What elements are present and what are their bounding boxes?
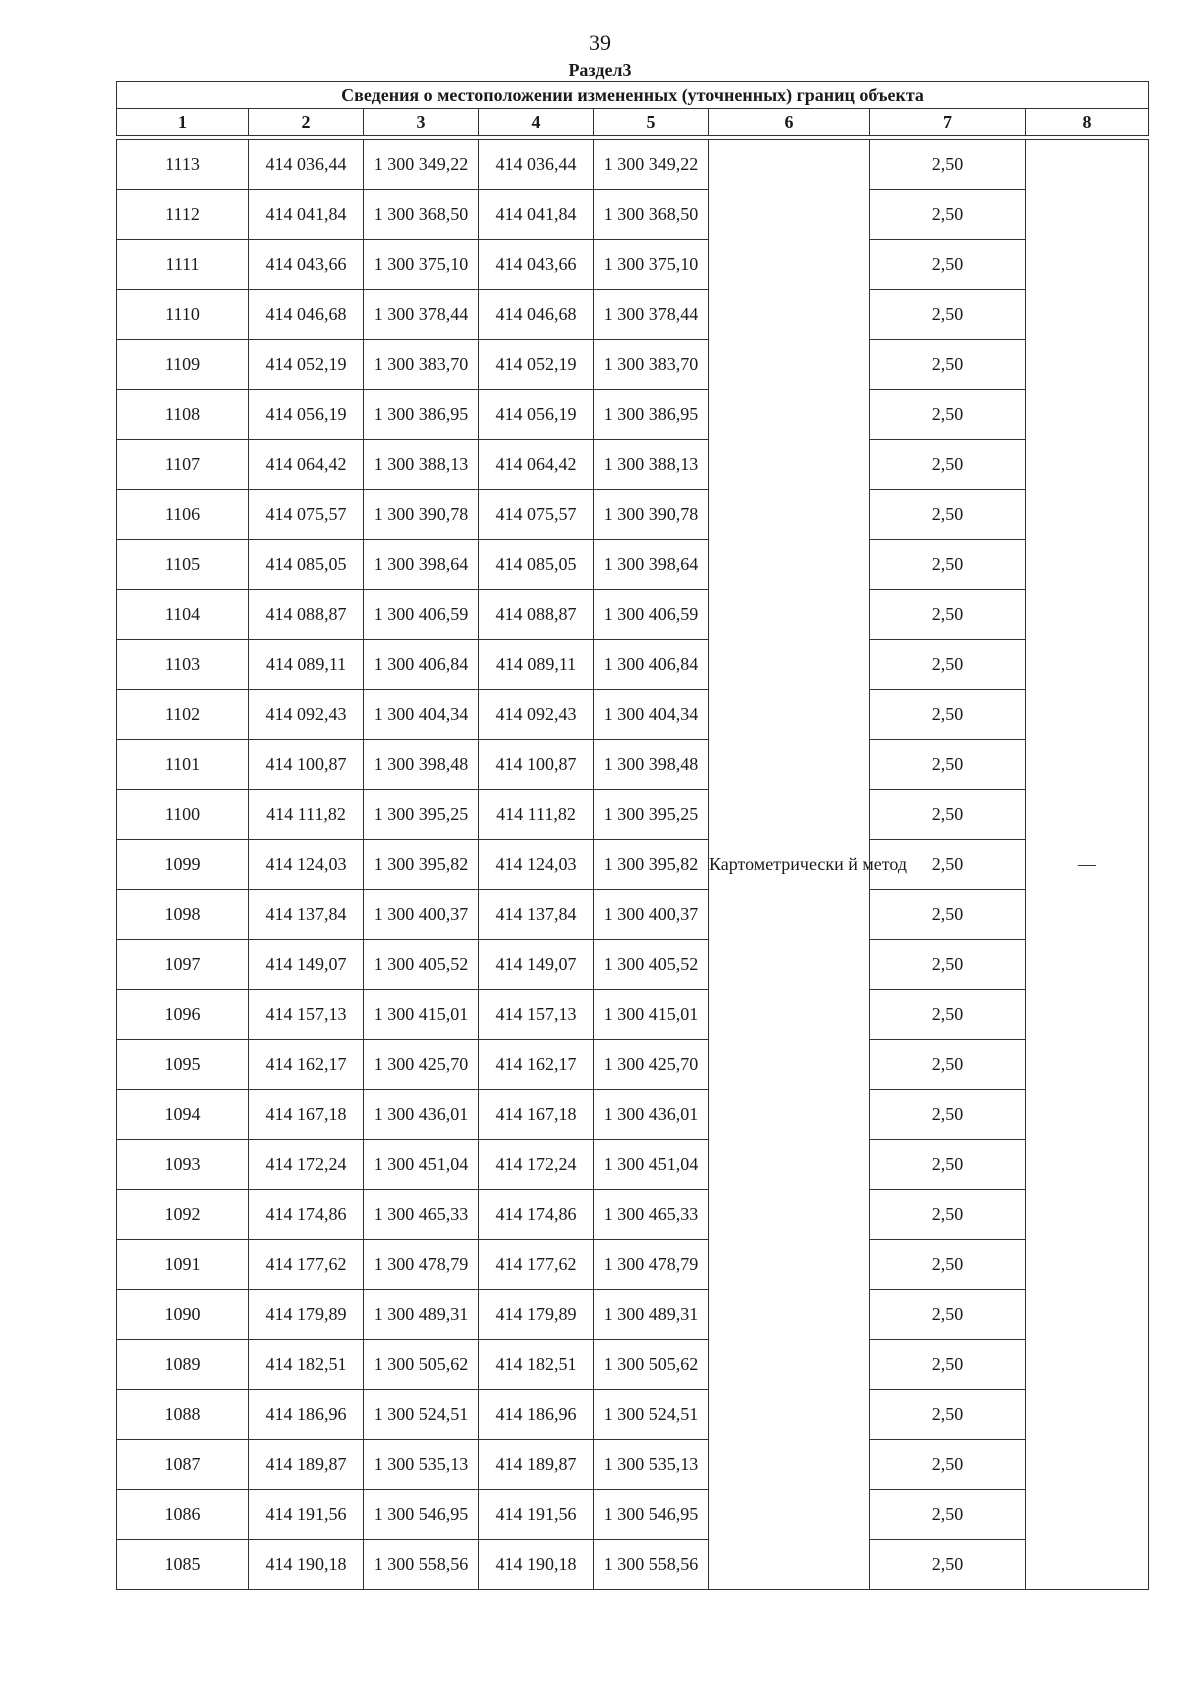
y-coordinate-cell: 1 300 395,82 bbox=[364, 840, 479, 890]
table-row bbox=[117, 1090, 1149, 1140]
y-new-coordinate-cell: 1 300 406,59 bbox=[594, 590, 709, 640]
section-label: Раздел3 bbox=[568, 60, 632, 80]
accuracy-cell: 2,50 bbox=[870, 1090, 1026, 1140]
table-row bbox=[117, 890, 1149, 940]
y-new-coordinate-cell: 1 300 535,13 bbox=[594, 1440, 709, 1490]
accuracy-cell: 2,50 bbox=[870, 390, 1026, 440]
point-number-cell: 1113 bbox=[117, 140, 249, 190]
table-row bbox=[117, 690, 1149, 740]
x-new-coordinate-cell: 414 036,44 bbox=[479, 140, 594, 190]
y-coordinate-cell: 1 300 405,52 bbox=[364, 940, 479, 990]
x-new-coordinate-cell: 414 190,18 bbox=[479, 1540, 594, 1590]
table-row bbox=[117, 740, 1149, 790]
y-coordinate-cell: 1 300 451,04 bbox=[364, 1140, 479, 1190]
point-number-cell: 1110 bbox=[117, 290, 249, 340]
accuracy-cell: 2,50 bbox=[870, 990, 1026, 1040]
x-coordinate-cell: 414 088,87 bbox=[249, 590, 364, 640]
y-new-coordinate-cell: 1 300 415,01 bbox=[594, 990, 709, 1040]
accuracy-cell: 2,50 bbox=[870, 290, 1026, 340]
x-coordinate-cell: 414 046,68 bbox=[249, 290, 364, 340]
x-coordinate-cell: 414 179,89 bbox=[249, 1290, 364, 1340]
point-number-cell: 1097 bbox=[117, 940, 249, 990]
x-new-coordinate-cell: 414 043,66 bbox=[479, 240, 594, 290]
x-new-coordinate-cell: 414 179,89 bbox=[479, 1290, 594, 1340]
y-coordinate-cell: 1 300 395,25 bbox=[364, 790, 479, 840]
x-coordinate-cell: 414 064,42 bbox=[249, 440, 364, 490]
table-row bbox=[117, 1340, 1149, 1390]
table-row bbox=[117, 240, 1149, 290]
coordinates-table bbox=[116, 81, 1149, 1590]
table-title: Сведения о местоположении измененных (уточненных) границ объекта bbox=[117, 82, 1149, 109]
table-row bbox=[117, 1240, 1149, 1290]
x-new-coordinate-cell: 414 189,87 bbox=[479, 1440, 594, 1490]
y-coordinate-cell: 1 300 478,79 bbox=[364, 1240, 479, 1290]
y-new-coordinate-cell: 1 300 404,34 bbox=[594, 690, 709, 740]
table-row bbox=[117, 1040, 1149, 1090]
x-coordinate-cell: 414 186,96 bbox=[249, 1390, 364, 1440]
y-coordinate-cell: 1 300 404,34 bbox=[364, 690, 479, 740]
table-row bbox=[117, 290, 1149, 340]
point-number-cell: 1102 bbox=[117, 690, 249, 740]
y-new-coordinate-cell: 1 300 524,51 bbox=[594, 1390, 709, 1440]
x-coordinate-cell: 414 182,51 bbox=[249, 1340, 364, 1390]
table-row bbox=[117, 390, 1149, 440]
x-new-coordinate-cell: 414 100,87 bbox=[479, 740, 594, 790]
point-number-cell: 1086 bbox=[117, 1490, 249, 1540]
point-number-cell: 1101 bbox=[117, 740, 249, 790]
y-coordinate-cell: 1 300 489,31 bbox=[364, 1290, 479, 1340]
accuracy-cell: 2,50 bbox=[870, 1040, 1026, 1090]
x-new-coordinate-cell: 414 088,87 bbox=[479, 590, 594, 640]
accuracy-cell: 2,50 bbox=[870, 490, 1026, 540]
y-coordinate-cell: 1 300 378,44 bbox=[364, 290, 479, 340]
accuracy-cell: 2,50 bbox=[870, 1440, 1026, 1490]
y-new-coordinate-cell: 1 300 558,56 bbox=[594, 1540, 709, 1590]
y-coordinate-cell: 1 300 546,95 bbox=[364, 1490, 479, 1540]
column-header-8: 8 bbox=[1026, 109, 1149, 136]
point-number-cell: 1094 bbox=[117, 1090, 249, 1140]
x-new-coordinate-cell: 414 075,57 bbox=[479, 490, 594, 540]
point-number-cell: 1109 bbox=[117, 340, 249, 390]
y-new-coordinate-cell: 1 300 375,10 bbox=[594, 240, 709, 290]
y-new-coordinate-cell: 1 300 405,52 bbox=[594, 940, 709, 990]
x-coordinate-cell: 414 089,11 bbox=[249, 640, 364, 690]
y-new-coordinate-cell: 1 300 406,84 bbox=[594, 640, 709, 690]
y-new-coordinate-cell: 1 300 378,44 bbox=[594, 290, 709, 340]
x-coordinate-cell: 414 137,84 bbox=[249, 890, 364, 940]
y-new-coordinate-cell: 1 300 425,70 bbox=[594, 1040, 709, 1090]
table-row bbox=[117, 590, 1149, 640]
x-coordinate-cell: 414 177,62 bbox=[249, 1240, 364, 1290]
x-coordinate-cell: 414 075,57 bbox=[249, 490, 364, 540]
accuracy-cell: 2,50 bbox=[870, 1390, 1026, 1440]
x-new-coordinate-cell: 414 089,11 bbox=[479, 640, 594, 690]
x-coordinate-cell: 414 190,18 bbox=[249, 1540, 364, 1590]
y-coordinate-cell: 1 300 505,62 bbox=[364, 1340, 479, 1390]
y-new-coordinate-cell: 1 300 478,79 bbox=[594, 1240, 709, 1290]
y-new-coordinate-cell: 1 300 436,01 bbox=[594, 1090, 709, 1140]
x-new-coordinate-cell: 414 157,13 bbox=[479, 990, 594, 1040]
y-new-coordinate-cell: 1 300 395,82 bbox=[594, 840, 709, 890]
accuracy-cell: 2,50 bbox=[870, 540, 1026, 590]
x-new-coordinate-cell: 414 177,62 bbox=[479, 1240, 594, 1290]
y-coordinate-cell: 1 300 436,01 bbox=[364, 1090, 479, 1140]
method-cell: Картометрически й метод bbox=[709, 140, 870, 1590]
accuracy-cell: 2,50 bbox=[870, 1290, 1026, 1340]
y-new-coordinate-cell: 1 300 489,31 bbox=[594, 1290, 709, 1340]
x-coordinate-cell: 414 191,56 bbox=[249, 1490, 364, 1540]
x-new-coordinate-cell: 414 124,03 bbox=[479, 840, 594, 890]
x-coordinate-cell: 414 043,66 bbox=[249, 240, 364, 290]
page-number: 39 bbox=[589, 30, 611, 55]
y-coordinate-cell: 1 300 383,70 bbox=[364, 340, 479, 390]
x-coordinate-cell: 414 111,82 bbox=[249, 790, 364, 840]
point-number-cell: 1103 bbox=[117, 640, 249, 690]
table-row bbox=[117, 1290, 1149, 1340]
y-coordinate-cell: 1 300 400,37 bbox=[364, 890, 479, 940]
x-coordinate-cell: 414 124,03 bbox=[249, 840, 364, 890]
y-coordinate-cell: 1 300 386,95 bbox=[364, 390, 479, 440]
x-new-coordinate-cell: 414 191,56 bbox=[479, 1490, 594, 1540]
y-coordinate-cell: 1 300 465,33 bbox=[364, 1190, 479, 1240]
point-number-cell: 1106 bbox=[117, 490, 249, 540]
table-row bbox=[117, 1190, 1149, 1240]
x-new-coordinate-cell: 414 172,24 bbox=[479, 1140, 594, 1190]
table-row bbox=[117, 140, 1149, 190]
table-row bbox=[117, 190, 1149, 240]
x-new-coordinate-cell: 414 162,17 bbox=[479, 1040, 594, 1090]
column-header-6: 6 bbox=[709, 109, 870, 136]
x-new-coordinate-cell: 414 052,19 bbox=[479, 340, 594, 390]
y-coordinate-cell: 1 300 388,13 bbox=[364, 440, 479, 490]
y-coordinate-cell: 1 300 398,48 bbox=[364, 740, 479, 790]
y-new-coordinate-cell: 1 300 383,70 bbox=[594, 340, 709, 390]
y-coordinate-cell: 1 300 425,70 bbox=[364, 1040, 479, 1090]
x-new-coordinate-cell: 414 041,84 bbox=[479, 190, 594, 240]
accuracy-cell: 2,50 bbox=[870, 1540, 1026, 1590]
x-coordinate-cell: 414 174,86 bbox=[249, 1190, 364, 1240]
accuracy-cell: 2,50 bbox=[870, 140, 1026, 190]
point-number-cell: 1088 bbox=[117, 1390, 249, 1440]
column-header-2: 2 bbox=[249, 109, 364, 136]
table-row bbox=[117, 1140, 1149, 1190]
accuracy-cell: 2,50 bbox=[870, 940, 1026, 990]
point-number-cell: 1096 bbox=[117, 990, 249, 1040]
accuracy-cell: 2,50 bbox=[870, 240, 1026, 290]
x-coordinate-cell: 414 056,19 bbox=[249, 390, 364, 440]
x-new-coordinate-cell: 414 092,43 bbox=[479, 690, 594, 740]
point-number-cell: 1087 bbox=[117, 1440, 249, 1490]
table-row bbox=[117, 1540, 1149, 1590]
x-coordinate-cell: 414 172,24 bbox=[249, 1140, 364, 1190]
table-row bbox=[117, 340, 1149, 390]
x-new-coordinate-cell: 414 149,07 bbox=[479, 940, 594, 990]
x-new-coordinate-cell: 414 137,84 bbox=[479, 890, 594, 940]
y-new-coordinate-cell: 1 300 398,48 bbox=[594, 740, 709, 790]
x-coordinate-cell: 414 036,44 bbox=[249, 140, 364, 190]
x-coordinate-cell: 414 041,84 bbox=[249, 190, 364, 240]
point-number-cell: 1093 bbox=[117, 1140, 249, 1190]
accuracy-cell: 2,50 bbox=[870, 190, 1026, 240]
point-number-cell: 1104 bbox=[117, 590, 249, 640]
table-row bbox=[117, 1390, 1149, 1440]
x-coordinate-cell: 414 100,87 bbox=[249, 740, 364, 790]
table-row bbox=[117, 790, 1149, 840]
point-number-cell: 1089 bbox=[117, 1340, 249, 1390]
y-new-coordinate-cell: 1 300 349,22 bbox=[594, 140, 709, 190]
y-coordinate-cell: 1 300 558,56 bbox=[364, 1540, 479, 1590]
y-coordinate-cell: 1 300 368,50 bbox=[364, 190, 479, 240]
table-row bbox=[117, 940, 1149, 990]
accuracy-cell: 2,50 bbox=[870, 1490, 1026, 1540]
x-coordinate-cell: 414 092,43 bbox=[249, 690, 364, 740]
column-header-1: 1 bbox=[117, 109, 249, 136]
y-coordinate-cell: 1 300 349,22 bbox=[364, 140, 479, 190]
x-coordinate-cell: 414 149,07 bbox=[249, 940, 364, 990]
point-number-cell: 1099 bbox=[117, 840, 249, 890]
y-coordinate-cell: 1 300 406,59 bbox=[364, 590, 479, 640]
point-number-cell: 1098 bbox=[117, 890, 249, 940]
y-new-coordinate-cell: 1 300 451,04 bbox=[594, 1140, 709, 1190]
accuracy-cell: 2,50 bbox=[870, 340, 1026, 390]
accuracy-cell: 2,50 bbox=[870, 840, 1026, 890]
point-number-cell: 1090 bbox=[117, 1290, 249, 1340]
x-coordinate-cell: 414 167,18 bbox=[249, 1090, 364, 1140]
table-row bbox=[117, 1440, 1149, 1490]
x-new-coordinate-cell: 414 111,82 bbox=[479, 790, 594, 840]
column-header-3: 3 bbox=[364, 109, 479, 136]
y-new-coordinate-cell: 1 300 388,13 bbox=[594, 440, 709, 490]
table-row bbox=[117, 1490, 1149, 1540]
y-coordinate-cell: 1 300 524,51 bbox=[364, 1390, 479, 1440]
accuracy-cell: 2,50 bbox=[870, 590, 1026, 640]
point-number-cell: 1112 bbox=[117, 190, 249, 240]
x-coordinate-cell: 414 052,19 bbox=[249, 340, 364, 390]
table-row bbox=[117, 490, 1149, 540]
x-new-coordinate-cell: 414 186,96 bbox=[479, 1390, 594, 1440]
x-coordinate-cell: 414 162,17 bbox=[249, 1040, 364, 1090]
point-number-cell: 1107 bbox=[117, 440, 249, 490]
note-cell: — bbox=[1026, 140, 1149, 1590]
x-new-coordinate-cell: 414 167,18 bbox=[479, 1090, 594, 1140]
accuracy-cell: 2,50 bbox=[870, 790, 1026, 840]
x-new-coordinate-cell: 414 174,86 bbox=[479, 1190, 594, 1240]
y-new-coordinate-cell: 1 300 400,37 bbox=[594, 890, 709, 940]
point-number-cell: 1085 bbox=[117, 1540, 249, 1590]
x-new-coordinate-cell: 414 085,05 bbox=[479, 540, 594, 590]
y-coordinate-cell: 1 300 406,84 bbox=[364, 640, 479, 690]
x-new-coordinate-cell: 414 182,51 bbox=[479, 1340, 594, 1390]
y-new-coordinate-cell: 1 300 368,50 bbox=[594, 190, 709, 240]
column-header-7: 7 bbox=[870, 109, 1026, 136]
accuracy-cell: 2,50 bbox=[870, 890, 1026, 940]
x-coordinate-cell: 414 085,05 bbox=[249, 540, 364, 590]
column-header-4: 4 bbox=[479, 109, 594, 136]
x-new-coordinate-cell: 414 046,68 bbox=[479, 290, 594, 340]
y-coordinate-cell: 1 300 415,01 bbox=[364, 990, 479, 1040]
accuracy-cell: 2,50 bbox=[870, 740, 1026, 790]
point-number-cell: 1095 bbox=[117, 1040, 249, 1090]
y-coordinate-cell: 1 300 535,13 bbox=[364, 1440, 479, 1490]
x-coordinate-cell: 414 189,87 bbox=[249, 1440, 364, 1490]
point-number-cell: 1111 bbox=[117, 240, 249, 290]
table-row bbox=[117, 540, 1149, 590]
table-row bbox=[117, 440, 1149, 490]
y-new-coordinate-cell: 1 300 395,25 bbox=[594, 790, 709, 840]
table-row bbox=[117, 840, 1149, 890]
column-header-5: 5 bbox=[594, 109, 709, 136]
y-new-coordinate-cell: 1 300 398,64 bbox=[594, 540, 709, 590]
y-new-coordinate-cell: 1 300 546,95 bbox=[594, 1490, 709, 1540]
y-coordinate-cell: 1 300 398,64 bbox=[364, 540, 479, 590]
accuracy-cell: 2,50 bbox=[870, 1340, 1026, 1390]
table-row bbox=[117, 640, 1149, 690]
y-coordinate-cell: 1 300 390,78 bbox=[364, 490, 479, 540]
y-coordinate-cell: 1 300 375,10 bbox=[364, 240, 479, 290]
x-coordinate-cell: 414 157,13 bbox=[249, 990, 364, 1040]
accuracy-cell: 2,50 bbox=[870, 1240, 1026, 1290]
accuracy-cell: 2,50 bbox=[870, 1140, 1026, 1190]
point-number-cell: 1108 bbox=[117, 390, 249, 440]
point-number-cell: 1092 bbox=[117, 1190, 249, 1240]
accuracy-cell: 2,50 bbox=[870, 640, 1026, 690]
y-new-coordinate-cell: 1 300 390,78 bbox=[594, 490, 709, 540]
y-new-coordinate-cell: 1 300 465,33 bbox=[594, 1190, 709, 1240]
x-new-coordinate-cell: 414 056,19 bbox=[479, 390, 594, 440]
accuracy-cell: 2,50 bbox=[870, 1190, 1026, 1240]
accuracy-cell: 2,50 bbox=[870, 690, 1026, 740]
x-new-coordinate-cell: 414 064,42 bbox=[479, 440, 594, 490]
point-number-cell: 1105 bbox=[117, 540, 249, 590]
table-row bbox=[117, 990, 1149, 1040]
point-number-cell: 1100 bbox=[117, 790, 249, 840]
accuracy-cell: 2,50 bbox=[870, 440, 1026, 490]
y-new-coordinate-cell: 1 300 505,62 bbox=[594, 1340, 709, 1390]
point-number-cell: 1091 bbox=[117, 1240, 249, 1290]
y-new-coordinate-cell: 1 300 386,95 bbox=[594, 390, 709, 440]
